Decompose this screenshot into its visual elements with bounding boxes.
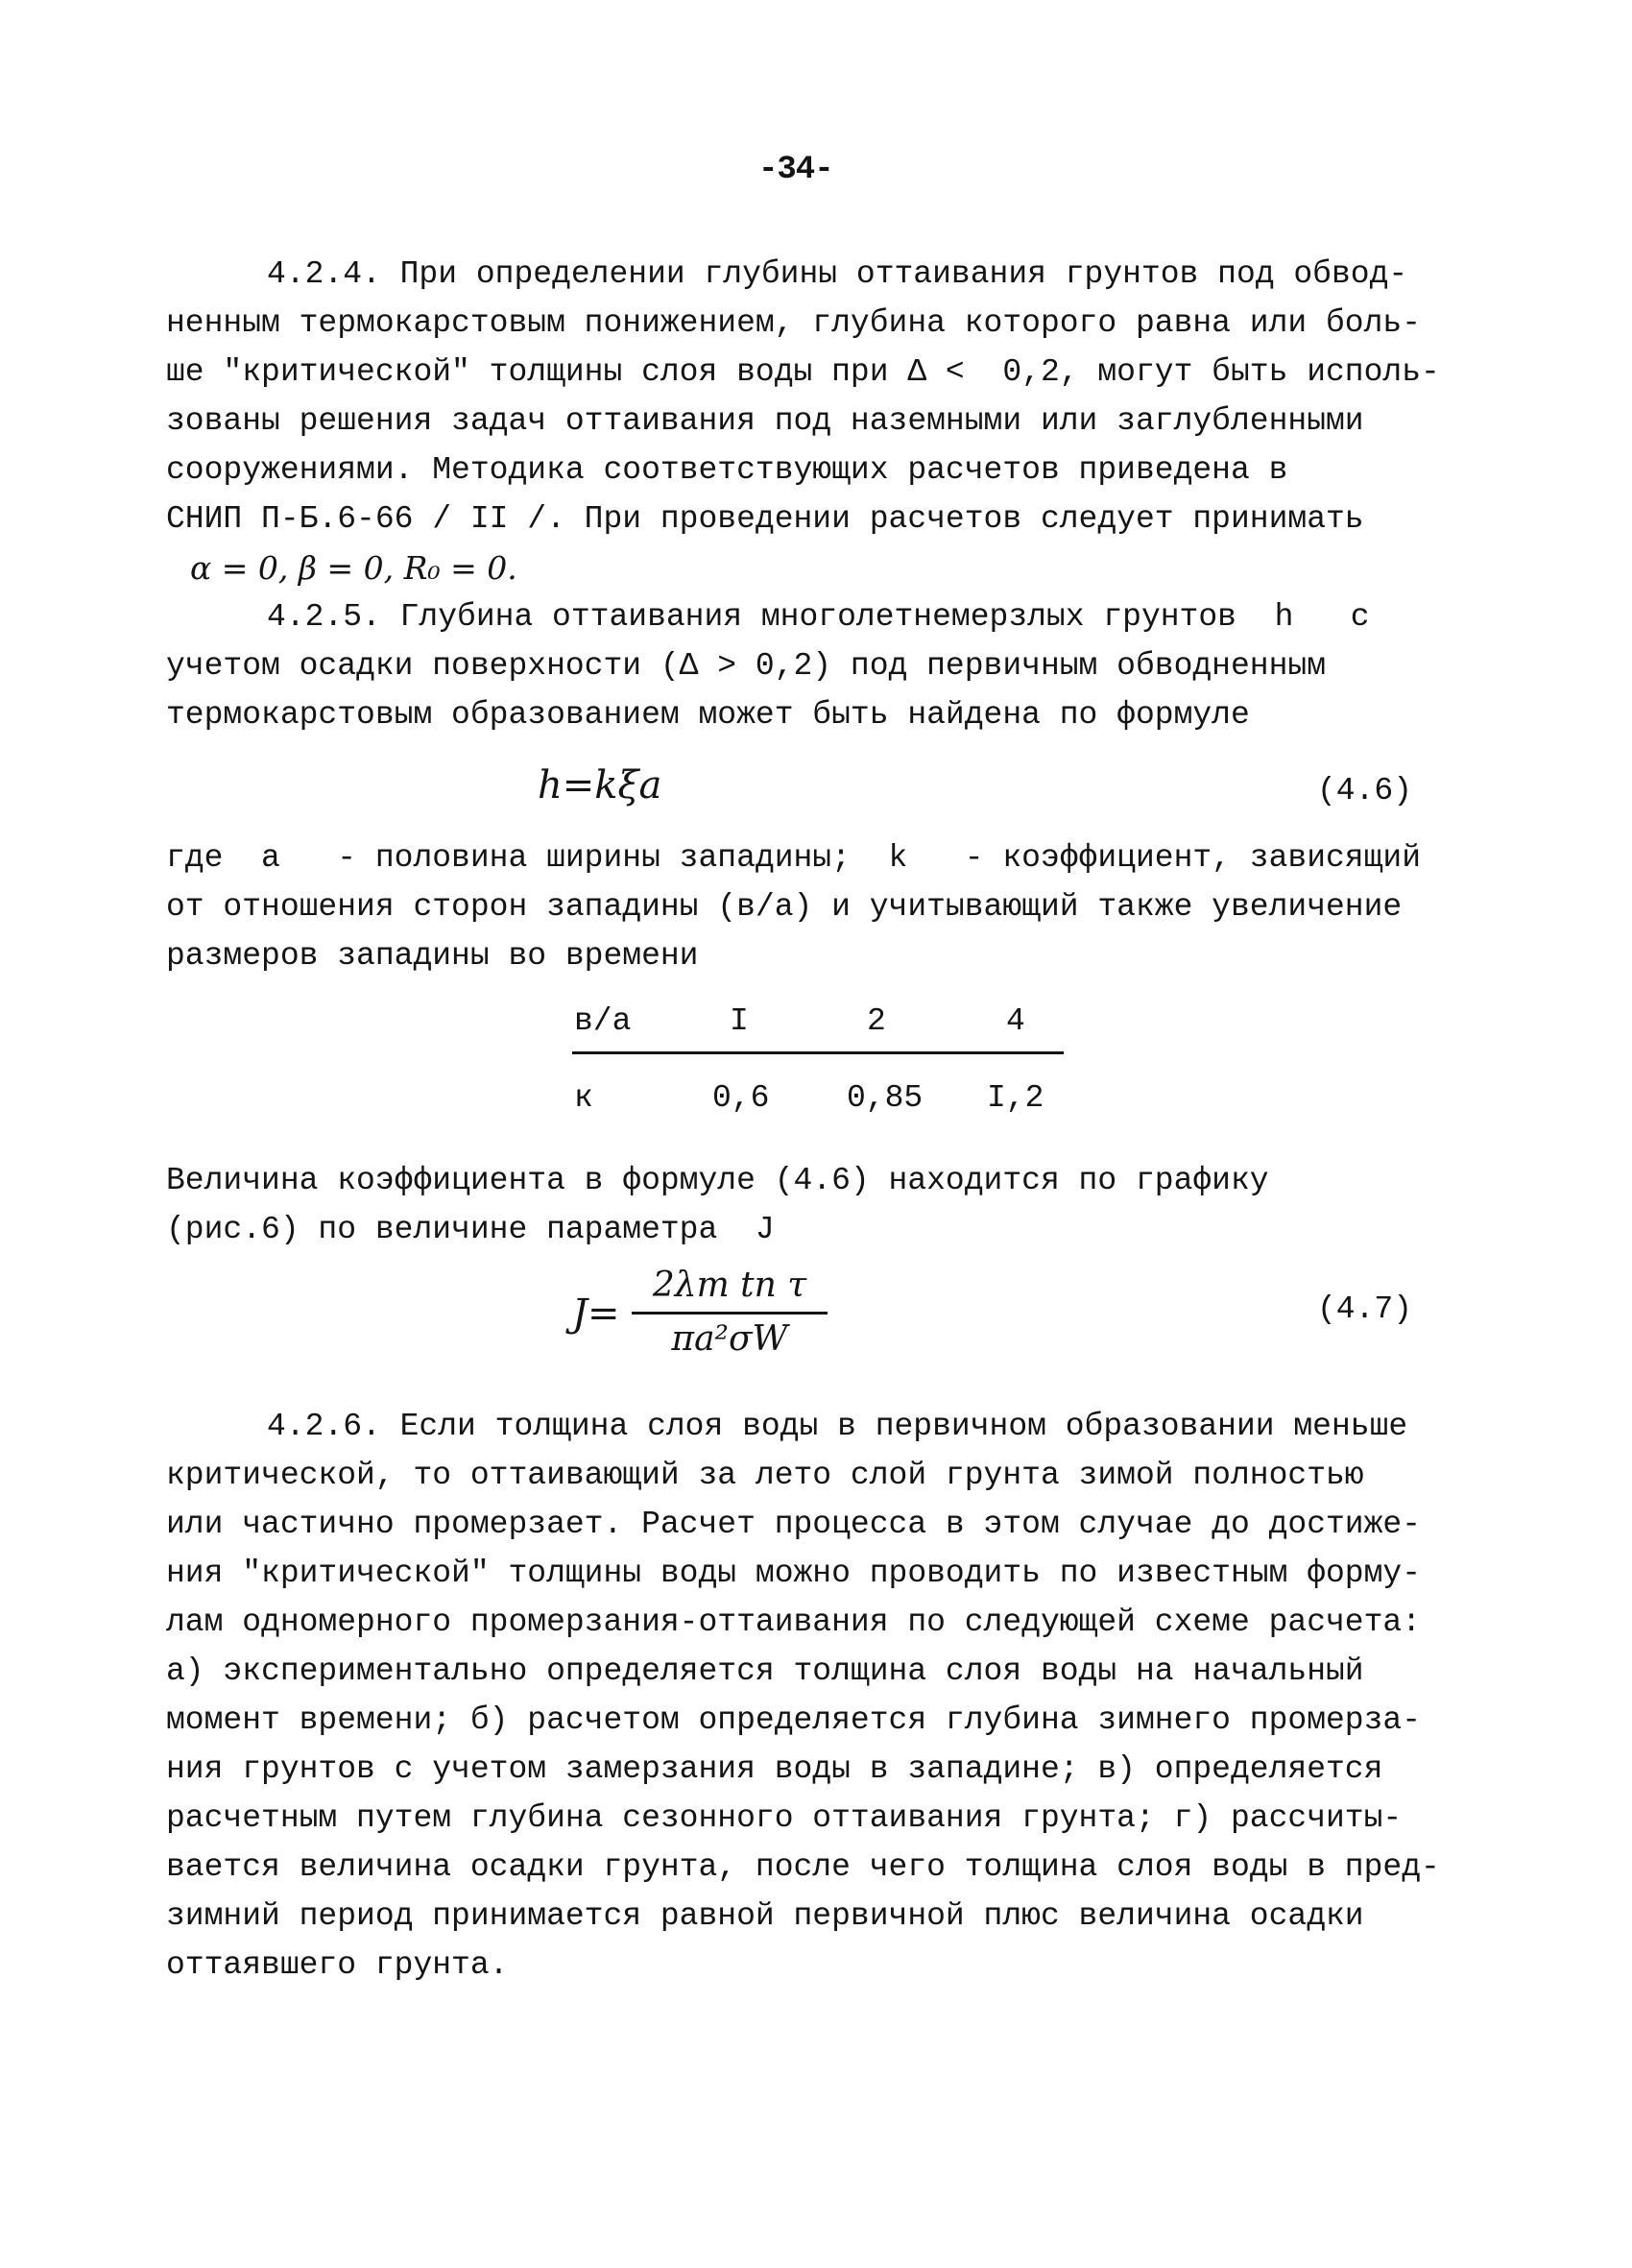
para-424-line-1: 4.2.4. При определении глубины оттаивания грунтов под обвод- <box>267 256 1408 292</box>
para-424-line-3: ше "критической" толщины слоя воды при Δ < 0,2, могут быть исполь- <box>166 354 1440 390</box>
formula-4-7-lhs: Ј= <box>572 1291 620 1336</box>
para-426-line-7: момент времени; б) расчетом определяется глубина зимнего промерза- <box>166 1702 1422 1738</box>
para-426-line-2: критической, то оттаивающий за лето слой грунта зимой полностью <box>166 1458 1364 1493</box>
para-425-line-3: термокарстовым образованием может быть найдена по формуле <box>166 697 1250 733</box>
para-424-line-7: α = 0, β = 0, R₀ = 0. <box>190 549 517 587</box>
table-header-1: I <box>730 1003 749 1039</box>
para-424-line-5: сооружениями. Методика соответствующих расчетов приведена в <box>166 452 1288 488</box>
para-426-line-4: ния "критической" толщины воды можно проводить по известным форму- <box>166 1556 1422 1591</box>
table-header-2: 2 <box>867 1003 886 1039</box>
page-number: -34- <box>758 152 833 188</box>
table-rule <box>572 1051 1064 1054</box>
after-table-line-2: (рис.6) по величине параметра Ј <box>166 1212 775 1247</box>
formula-4-7-numerator: 2λт tп τ <box>652 1266 807 1305</box>
table-row-k: к <box>574 1080 593 1116</box>
table-header-4: 4 <box>1006 1003 1025 1039</box>
para-424-line-2: ненным термокарстовым понижением, глубина которого равна или боль- <box>166 305 1422 341</box>
para-426-line-9: расчетным путем глубина сезонного оттаивания грунта; г) рассчиты- <box>166 1800 1403 1836</box>
formula-4-6-number: (4.6) <box>1317 773 1413 808</box>
para-426-line-1: 4.2.6. Если толщина слоя воды в первичном образовании меньше <box>267 1409 1408 1444</box>
explain-46-line-2: от отношения сторон западины (в/a) и учитывающий также увеличение <box>166 889 1403 925</box>
para-426-line-10: вается величина осадки грунта, после чего толщина слоя воды в пред- <box>166 1849 1440 1885</box>
table-header-ba: в/а <box>574 1003 632 1039</box>
explain-46-line-3: размеров западины во времени <box>166 938 699 974</box>
para-424-line-4: зованы решения задач оттаивания под наземными или заглубленными <box>166 403 1364 439</box>
explain-46-line-1: где a - половина ширины западины; k - коэффициент, зависящий <box>166 840 1422 876</box>
para-425-line-2: учетом осадки поверхности (Δ > 0,2) под первичным обводненным <box>166 648 1326 684</box>
para-426-line-6: а) экспериментально определяется толщина слоя воды на начальный <box>166 1653 1364 1689</box>
table-value-3: I,2 <box>987 1080 1044 1116</box>
para-426-line-12: оттаявшего грунта. <box>166 1947 509 1983</box>
formula-4-6: h=kξa <box>538 763 662 808</box>
table-value-1: 0,6 <box>712 1080 770 1116</box>
formula-4-7-fraction-bar <box>632 1312 828 1315</box>
after-table-line-1: Величина коэффициента в формуле (4.6) находится по графику <box>166 1163 1269 1198</box>
para-426-line-8: ния грунтов с учетом замерзания воды в западине; в) определяется <box>166 1751 1383 1787</box>
para-424-line-6: СНИП П-Б.6-66 / II /. При проведении расчетов следует принимать <box>166 501 1364 537</box>
para-426-line-5: лам одномерного промерзания-оттаивания по следующей схеме расчета: <box>166 1604 1422 1640</box>
table-value-2: 0,85 <box>847 1080 924 1116</box>
para-426-line-11: зимний период принимается равной первичной плюс величина осадки <box>166 1898 1364 1934</box>
formula-4-7-denominator: πa²σW <box>671 1319 788 1359</box>
formula-4-7-number: (4.7) <box>1317 1291 1413 1327</box>
para-426-line-3: или частично промерзает. Расчет процесса в этом случае до достиже- <box>166 1507 1422 1542</box>
para-425-line-1: 4.2.5. Глубина оттаивания многолетнемерзлых грунтов h с <box>267 599 1370 635</box>
